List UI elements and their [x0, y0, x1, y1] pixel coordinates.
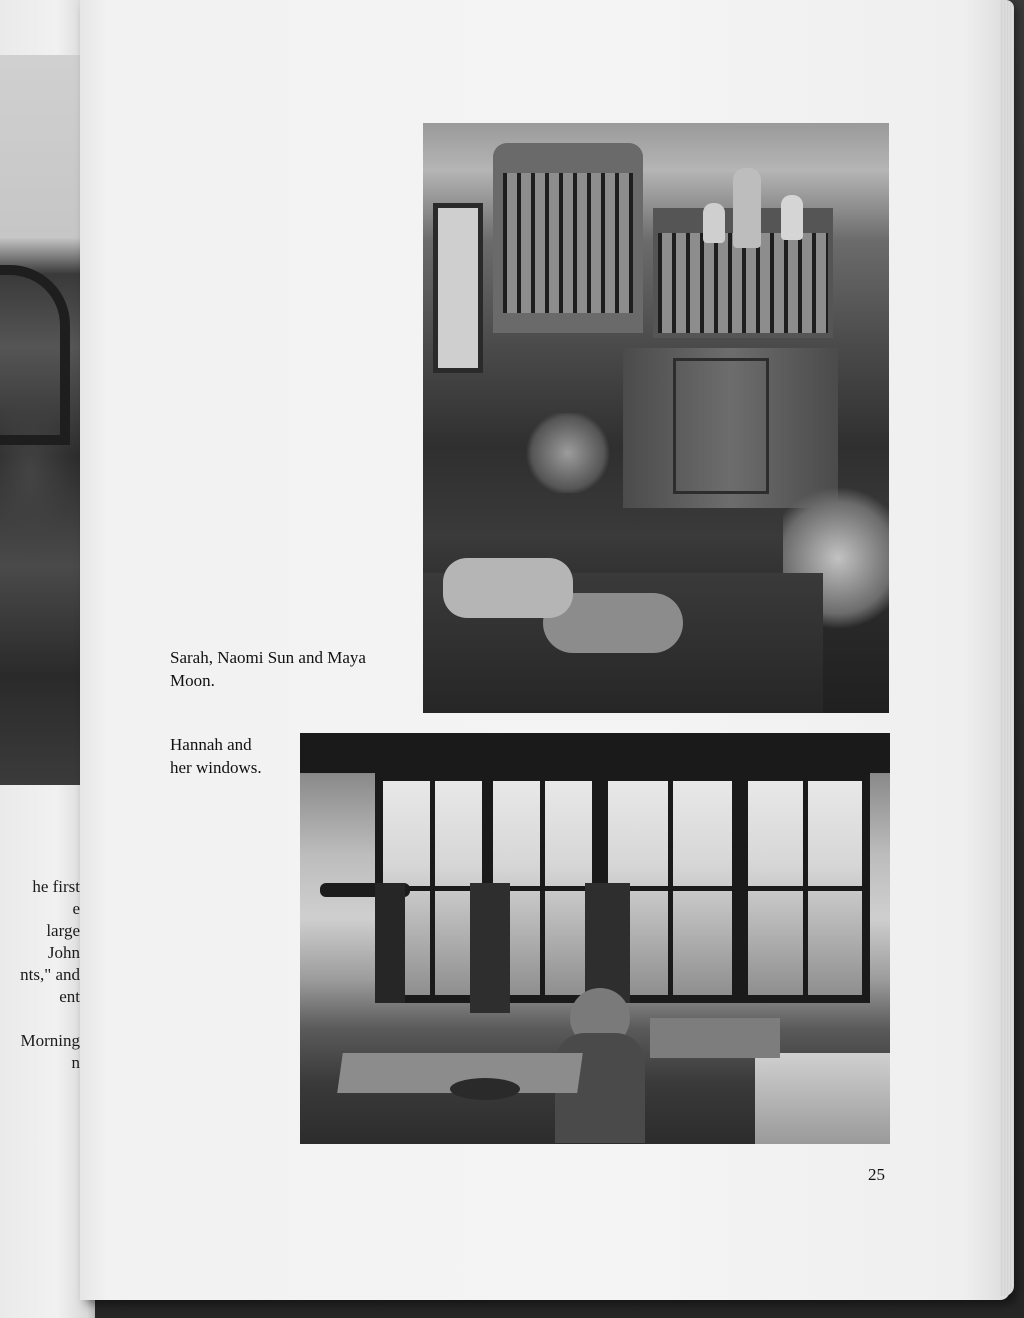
curtain — [585, 883, 630, 1003]
child-figure — [703, 203, 725, 243]
loft-window — [433, 203, 483, 373]
potted-plant — [523, 413, 613, 493]
caption-bottom-photo: Hannah and her windows. — [170, 735, 262, 777]
window-seat — [650, 1018, 780, 1058]
caption-top-photo: Sarah, Naomi Sun and Maya Moon. — [170, 648, 366, 690]
cabinet-door — [673, 358, 769, 494]
page-edges — [1000, 0, 1014, 1296]
child-figure — [733, 168, 761, 248]
left-page-photo — [0, 55, 82, 785]
pillow — [443, 558, 573, 618]
photo-hannah-windows — [300, 733, 890, 1144]
crib-rails — [503, 173, 633, 313]
ceiling — [300, 733, 890, 773]
couch — [755, 1053, 890, 1144]
balcony-railing — [658, 233, 828, 333]
plate — [450, 1078, 520, 1100]
window-pane — [740, 773, 870, 1003]
curtain — [470, 883, 510, 1013]
photo-loft-bedroom — [423, 123, 889, 713]
page-number: 25 — [868, 1165, 885, 1184]
building-arch — [0, 265, 70, 445]
left-page-text-fragments: he first e large John nts," and ent Morning n — [20, 877, 80, 1072]
stove — [375, 883, 405, 1003]
child-figure — [781, 195, 803, 240]
